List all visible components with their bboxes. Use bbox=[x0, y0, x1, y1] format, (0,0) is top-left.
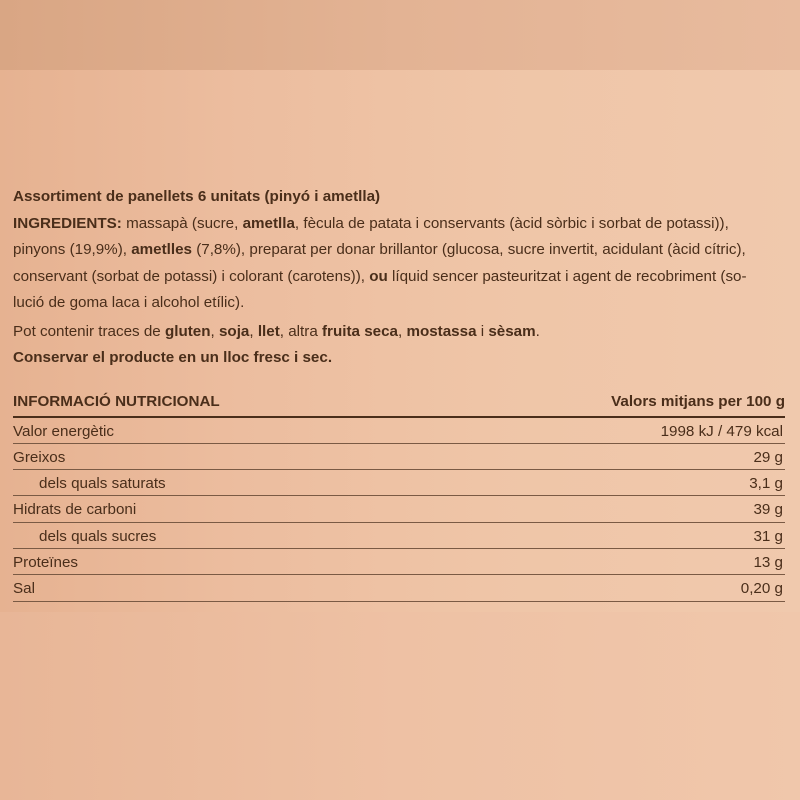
ingredients-text: líquid sencer pasteuritzat i agent de recobriment (so- bbox=[387, 267, 747, 285]
ingredients-label: INGREDIENTS: bbox=[13, 214, 122, 232]
label-text-block bbox=[13, 184, 785, 602]
storage-instructions: Conservar el producte en un lloc fresc i sec. bbox=[13, 349, 333, 366]
ingredients-text: conservant (sorbat de potassi) i colorant (carotens)), bbox=[13, 267, 370, 285]
allergen-llet: llet bbox=[257, 322, 280, 340]
nutrition-row bbox=[13, 418, 785, 444]
nutrition-row bbox=[13, 549, 785, 575]
nutrition-row bbox=[13, 444, 785, 470]
nutrition-row bbox=[13, 523, 785, 549]
nutrient-value: 0,20 g bbox=[740, 580, 783, 598]
allergen-mostassa: mostassa bbox=[406, 322, 477, 340]
traces-text: , bbox=[249, 322, 258, 340]
nutrient-name: Proteïnes bbox=[13, 553, 79, 571]
nutrient-value: 31 g bbox=[753, 527, 783, 545]
traces-text: Pot contenir traces de bbox=[13, 322, 165, 340]
nutrition-row bbox=[13, 470, 785, 496]
nutrition-title: INFORMACIÓ NUTRICIONAL bbox=[13, 392, 220, 410]
ingredients-paragraph bbox=[13, 211, 785, 317]
nutrition-table-header bbox=[13, 390, 785, 418]
nutrition-row bbox=[13, 496, 785, 522]
allergen-ametlles: ametlles bbox=[131, 241, 192, 258]
ingredients-text: , fècula de patata i conservants (àcid sòrbic i sorbat de potassi)), bbox=[294, 214, 729, 232]
nutrient-name: dels quals saturats bbox=[39, 475, 166, 493]
allergen-soja: soja bbox=[218, 322, 250, 340]
nutrient-name: Greixos bbox=[13, 448, 66, 466]
allergen-ametlla: ametlla bbox=[242, 214, 295, 232]
allergen-sesam: sèsam bbox=[488, 322, 536, 340]
traces-paragraph bbox=[13, 319, 785, 346]
nutrient-name: Sal bbox=[13, 580, 35, 598]
nutrient-name: Valor energètic bbox=[13, 422, 115, 440]
nutrition-table bbox=[13, 418, 785, 602]
traces-text: i bbox=[476, 322, 489, 340]
nutrition-per-100g: Valors mitjans per 100 g bbox=[611, 392, 785, 410]
ingredients-text: massapà (sucre, bbox=[121, 214, 243, 232]
product-title: Assortiment de panellets 6 unitats (pinyó i ametlla) bbox=[13, 188, 381, 205]
nutrient-value: 13 g bbox=[753, 553, 783, 571]
nutrient-value: 3,1 g bbox=[749, 475, 783, 493]
nutrient-value: 1998 kJ / 479 kcal bbox=[660, 422, 783, 440]
traces-text: , bbox=[397, 322, 407, 340]
allergen-fruita-seca: fruita seca bbox=[322, 322, 398, 340]
ingredients-text: lució de goma laca i alcohol etílic). bbox=[13, 294, 245, 311]
ingredients-text: (7,8%), preparat per donar brillantor (glucosa, sucre invertit, acidulant (àcid cítric), bbox=[191, 241, 746, 258]
allergen-ou: ou bbox=[369, 267, 388, 285]
traces-text: , bbox=[210, 322, 219, 340]
traces-text: . bbox=[535, 322, 540, 340]
nutrient-name: dels quals sucres bbox=[39, 527, 157, 545]
nutrition-row bbox=[13, 575, 785, 601]
nutrient-name: Hidrats de carboni bbox=[13, 501, 137, 519]
traces-text: , altra bbox=[279, 322, 322, 340]
package-bottom-area bbox=[0, 612, 800, 800]
ingredients-text: pinyons (19,9%), bbox=[13, 241, 132, 258]
allergen-gluten: gluten bbox=[164, 322, 211, 340]
package-top-band bbox=[0, 0, 800, 70]
nutrient-value: 29 g bbox=[753, 448, 783, 466]
nutrient-value: 39 g bbox=[753, 501, 783, 519]
